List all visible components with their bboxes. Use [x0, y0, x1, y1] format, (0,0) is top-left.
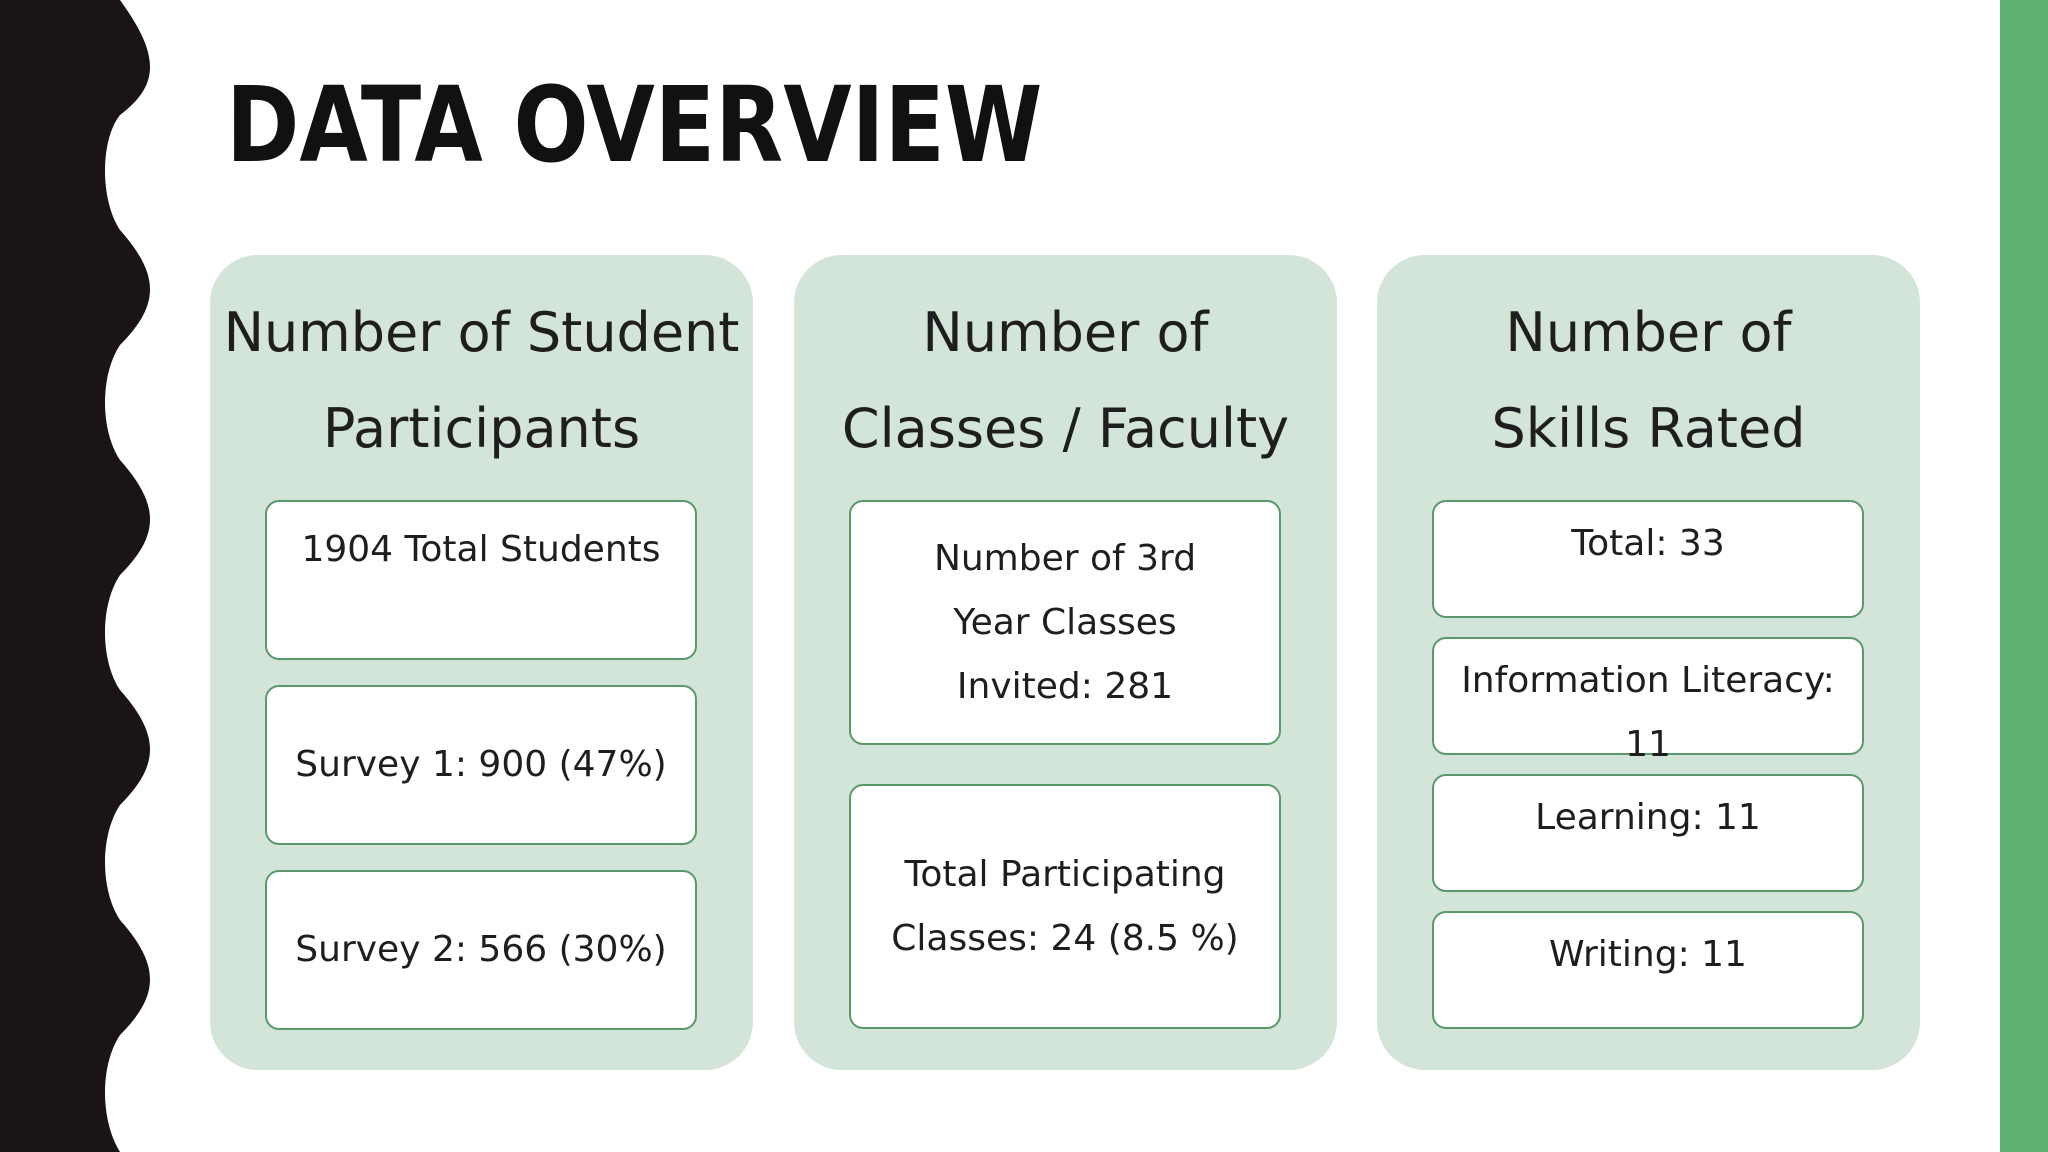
wavy-black-border [0, 0, 160, 1152]
card-title: Number of Classes / Faculty [841, 301, 1290, 460]
total-students-cell: 1904 Total Students [265, 500, 697, 660]
student-participants-card [210, 255, 753, 1070]
participating-classes-cell: Total Participating Classes: 24 (8.5 %) [849, 784, 1281, 1029]
survey-1-cell: Survey 1: 900 (47%) [265, 685, 697, 845]
writing-cell: Writing: 11 [1432, 911, 1864, 1029]
green-accent-bar [2000, 0, 2048, 1152]
card-title: Number of Student Participants [223, 301, 740, 460]
classes-faculty-card [794, 255, 1337, 1070]
card-title: Number of Skills Rated [1491, 301, 1806, 460]
survey-2-cell: Survey 2: 566 (30%) [265, 870, 697, 1030]
information-literacy-cell: Information Literacy: 11 [1432, 637, 1864, 755]
total-skills-cell: Total: 33 [1432, 500, 1864, 618]
learning-cell: Learning: 11 [1432, 774, 1864, 892]
skills-rated-card [1377, 255, 1920, 1070]
classes-invited-cell: Number of 3rd Year Classes Invited: 281 [849, 500, 1281, 745]
page-title: DATA OVERVIEW [226, 64, 1043, 186]
